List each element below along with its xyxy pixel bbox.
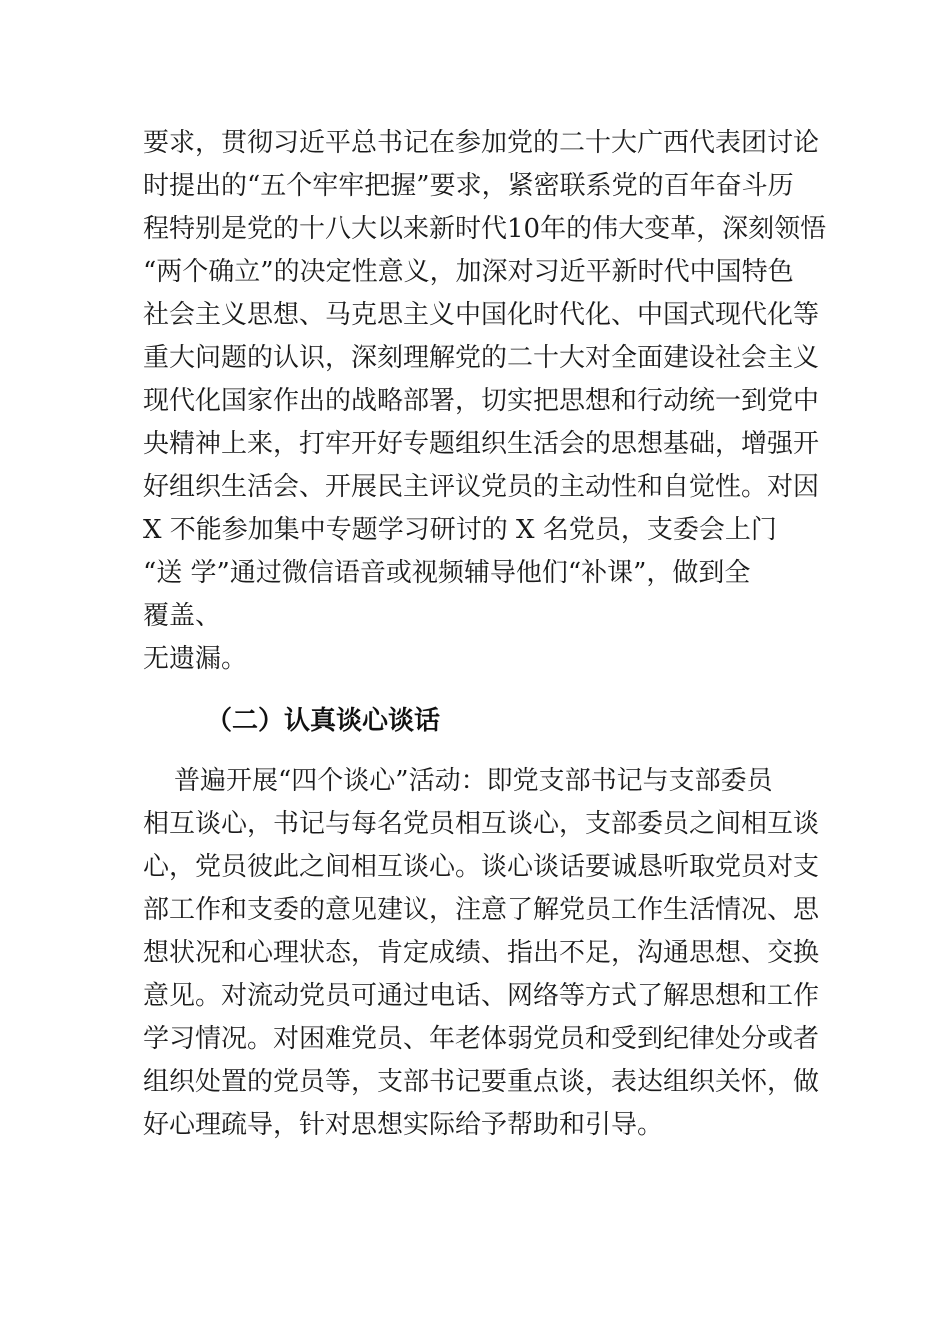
- paragraph1-line: 社会主义思想、马克思主义中国化时代化、中国式现代化等: [143, 300, 820, 330]
- section2-line: 普遍开展“四个谈心”活动：即党支部书记与支部委员: [174, 766, 773, 796]
- paragraph1-line: 程特别是党的十八大以来新时代10年的伟大变革，深刻领悟: [143, 214, 827, 244]
- section2-line: 意见。对流动党员可通过电话、网络等方式了解思想和工作: [143, 981, 820, 1011]
- section2-line: 相互谈心，书记与每名党员相互谈心，支部委员之间相互谈: [143, 809, 820, 839]
- section-heading: （二）认真谈心谈话: [206, 706, 441, 736]
- section2-line: 心，党员彼此之间相互谈心。谈心谈话要诚恳听取党员对支: [143, 852, 820, 882]
- paragraph1-line: 时提出的“五个牢牢把握”要求，紧密联系党的百年奋斗历: [143, 171, 794, 201]
- paragraph1-line: 无遗漏。: [143, 644, 248, 674]
- section2-line: 好心理疏导，针对思想实际给予帮助和引导。: [143, 1110, 664, 1140]
- paragraph1-line: “送 学”通过微信语音或视频辅导他们“补课”，做到全: [143, 558, 751, 588]
- paragraph1-line: 好组织生活会、开展民主评议党员的主动性和自觉性。对因: [143, 472, 820, 502]
- section2-line: 想状况和心理状态，肯定成绩、指出不足，沟通思想、交换: [143, 938, 820, 968]
- paragraph1-line: 央精神上来，打牢开好专题组织生活会的思想基础，增强开: [143, 429, 820, 459]
- section2-line: 部工作和支委的意见建议，注意了解党员工作生活情况、思: [143, 895, 820, 925]
- paragraph1-line: 现代化国家作出的战略部署，切实把思想和行动统一到党中: [143, 386, 820, 416]
- section2-line: 学习情况。对困难党员、年老体弱党员和受到纪律处分或者: [143, 1024, 820, 1054]
- paragraph1-line: 覆盖、: [143, 601, 222, 631]
- paragraph1-line: 要求，贯彻习近平总书记在参加党的二十大广西代表团讨论: [143, 128, 820, 158]
- paragraph1-line: X 不能参加集中专题学习研讨的 X 名党员，支委会上门: [143, 515, 777, 545]
- paragraph1-line: 重大问题的认识，深刻理解党的二十大对全面建设社会主义: [143, 343, 820, 373]
- paragraph1-line: “两个确立”的决定性意义，加深对习近平新时代中国特色: [143, 257, 794, 287]
- section2-line: 组织处置的党员等，支部书记要重点谈，表达组织关怀，做: [143, 1067, 820, 1097]
